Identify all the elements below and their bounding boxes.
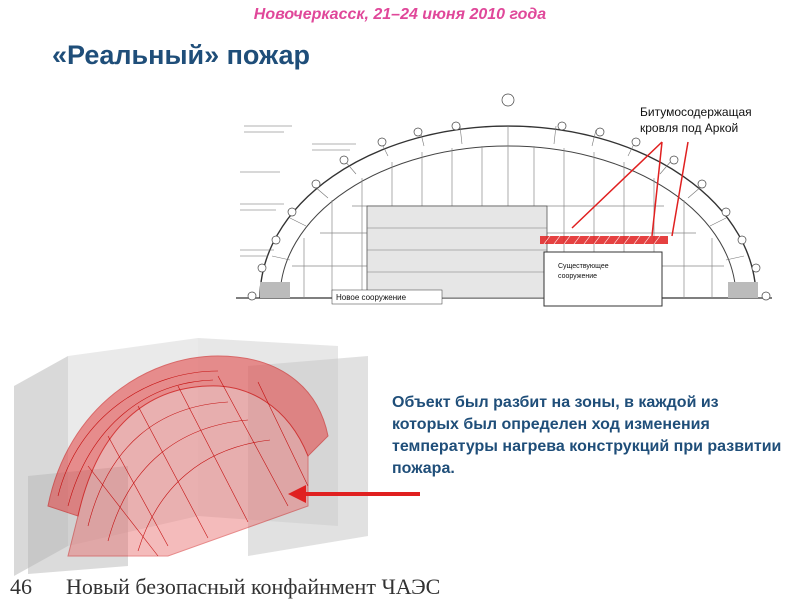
label-existing-line2: сооружение (558, 273, 598, 280)
footer-title: Новый безопасный конфайнмент ЧАЭС (66, 574, 441, 599)
arch-cross-section-diagram (232, 88, 780, 330)
arch-drawing (232, 88, 780, 330)
zones-description-text: Объект был разбит на зоны, в каждой из которых был определен ход изменения температуры нагрева конструкций при развитии пожара. (392, 394, 782, 477)
label-bitumen-roof-line2: кровля под Аркой (640, 121, 739, 135)
zone-model-3d (8, 316, 380, 576)
mesh-model-drawing (8, 316, 380, 576)
slide-title: «Реальный» пожар (52, 40, 311, 70)
event-date-header: Новочеркасск, 21–24 июня 2010 года (253, 6, 547, 23)
red-pointer-arrow-icon (286, 482, 422, 506)
label-existing-line1: Существующее (558, 263, 609, 270)
label-bitumen-roof-line1: Битумосодержащая (640, 105, 752, 119)
label-new-structure: Новое сооружение (336, 293, 407, 302)
page-number: 46 (10, 574, 32, 599)
